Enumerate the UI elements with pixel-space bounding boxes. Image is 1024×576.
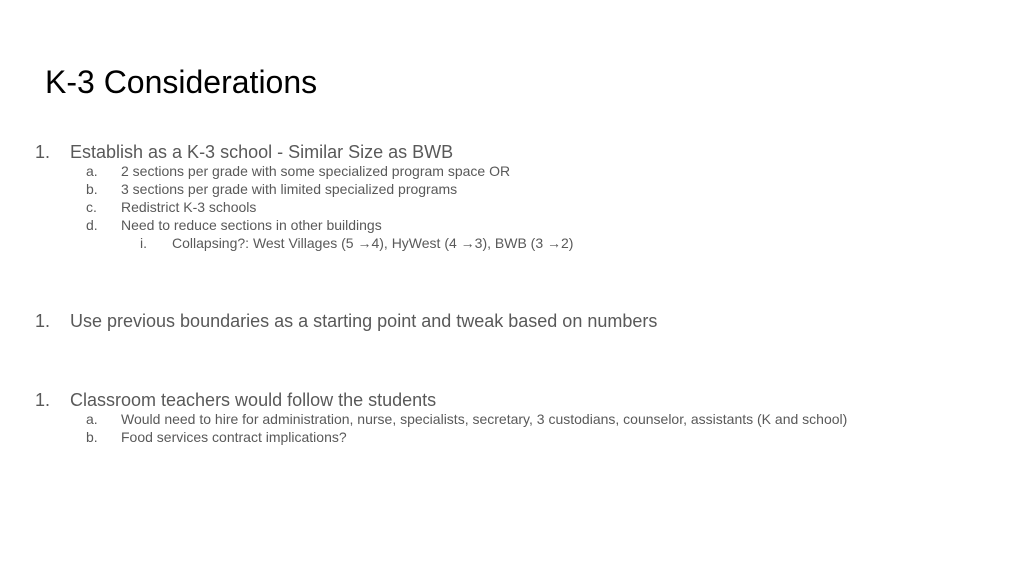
sub-list-item-text: 3 sections per grade with limited specialized programs xyxy=(121,181,458,197)
list-item-text: Establish as a K-3 school - Similar Size as BWB xyxy=(70,142,454,162)
slide-title: K-3 Considerations xyxy=(45,64,318,100)
sub-list-item-text: Need to reduce sections in other buildings xyxy=(121,217,382,233)
list-marker: 1. xyxy=(35,390,51,410)
list-marker: b. xyxy=(86,429,98,445)
sub-list-item-text: Redistrict K-3 schools xyxy=(121,199,257,215)
list-marker: 1. xyxy=(35,142,51,162)
sub-list-item-text: Food services contract implications? xyxy=(121,429,347,445)
sub-sub-list-item-text: Collapsing?: West Villages (5 →4), HyWest (4 →3), BWB (3 →2) xyxy=(172,235,574,251)
list-marker: 1. xyxy=(35,311,51,331)
list-marker: c. xyxy=(86,199,97,215)
list-marker: a. xyxy=(86,411,98,427)
list-marker: b. xyxy=(86,181,98,197)
list-marker: d. xyxy=(86,217,98,233)
list-item-text: Use previous boundaries as a starting point and tweak based on numbers xyxy=(70,311,658,331)
list-marker: a. xyxy=(86,163,98,179)
list-marker: i. xyxy=(140,235,147,251)
sub-list-item-text: 2 sections per grade with some specialized program space OR xyxy=(121,163,511,179)
sub-list-item-text: Would need to hire for administration, nurse, specialists, secretary, 3 custodians, counselor, assistants (K and school) xyxy=(121,411,848,427)
list-item-text: Classroom teachers would follow the students xyxy=(70,390,437,410)
